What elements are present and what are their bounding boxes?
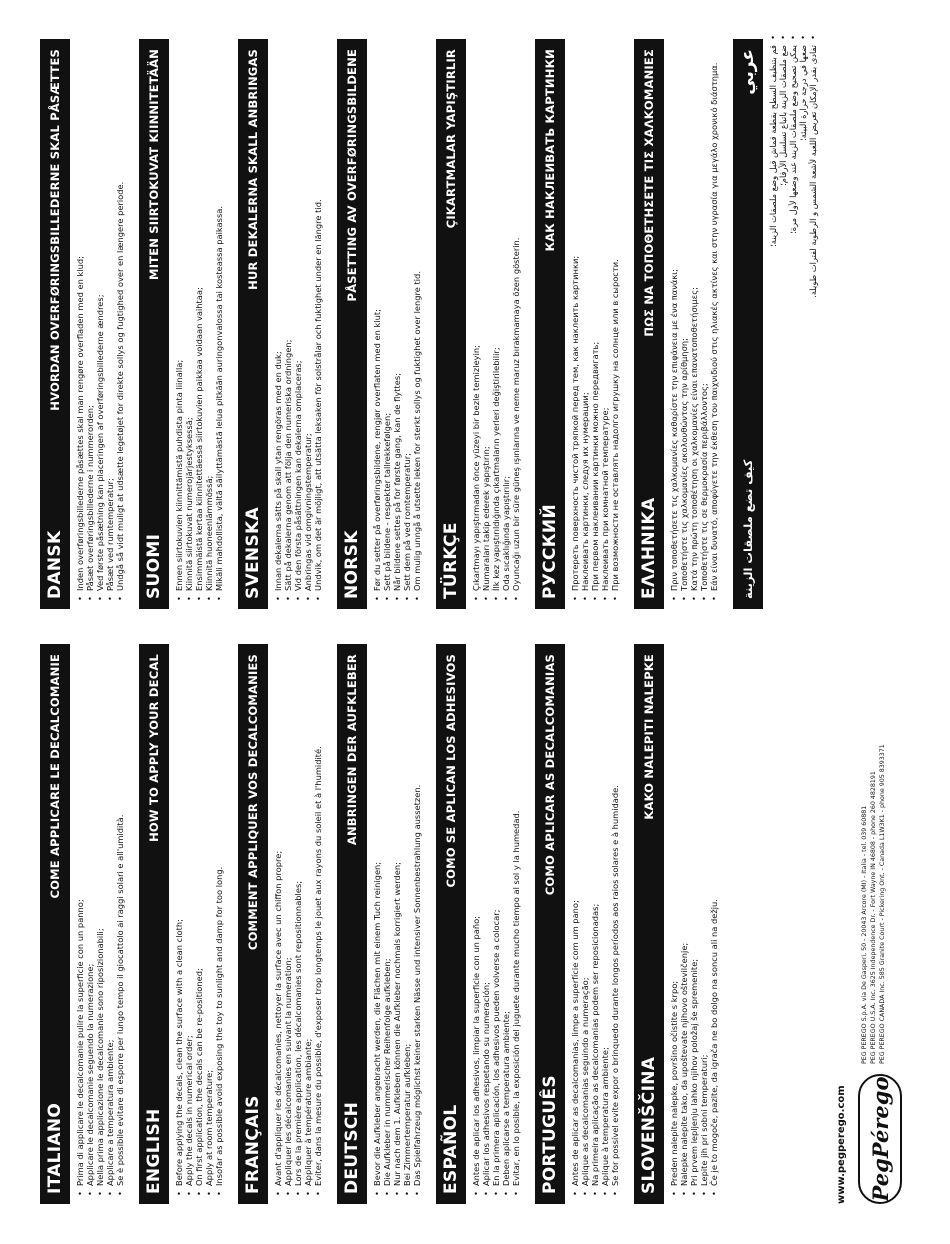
instruction-item: • On first application, the decals can be re-positioned; — [194, 644, 204, 1192]
instruction-item: • Applicare a temperatura ambiente; — [105, 644, 115, 1192]
section-header-bar — [436, 644, 466, 1204]
instruction-list — [570, 644, 620, 1204]
language-section — [733, 39, 818, 609]
language-section — [436, 644, 521, 1204]
instruction-item: • ضع ملصقات الزينة باتباع تسلسل الأرقام؛ — [778, 39, 788, 597]
section-header-bar — [436, 39, 466, 609]
language-name: ITALIANO — [45, 1102, 65, 1194]
instruction-item: • Aplique à temperatura ambiente; — [600, 644, 610, 1192]
instruction-list — [471, 644, 521, 1204]
section-header-bar — [535, 39, 565, 609]
instruction-item: • При первом наклеивании картинки можно передвигать; — [590, 39, 600, 597]
instruction-item: • Lors de la première application, les décalcomanies sont repositionnables; — [293, 644, 303, 1192]
instruction-list — [570, 39, 620, 609]
language-section — [40, 39, 125, 609]
language-section — [436, 39, 521, 609]
instruction-item: • Na primeira aplicação as decalcomanias podem ser reposicionadas; — [590, 644, 600, 1192]
language-name: NORSK — [342, 530, 362, 599]
language-section — [634, 39, 719, 609]
instruction-item: • Insofar as possible avoid exposing the toy to sunlight and damp for too long. — [214, 644, 224, 1192]
instruction-item: • Εάν είναι δυνατό, αποφύγετε την έκθεση του παιχνιδιού στις ηλιακές ακτίνες και στην υγρασία για μεγάλο χρονικό διάστημα. — [709, 39, 719, 597]
section-header-bar — [337, 644, 367, 1204]
company-addresses — [860, 744, 887, 1064]
instruction-item: • Appliquer les décalcomanies en suivant la numeration; — [283, 644, 293, 1192]
instruction-item: • Anbringas vid omgivningstemperatur; — [303, 39, 313, 597]
language-name: SLOVENŠČINA — [639, 1056, 659, 1194]
section-title: HOW TO APPLY YOUR DECAL — [147, 654, 161, 842]
instruction-item: • Påsæt ved rumtemperatur; — [105, 39, 115, 597]
instruction-item: • Inden overføringsbillederne påsættes skal man rengøre overfladen med en klud; — [75, 39, 85, 597]
instruction-list — [372, 39, 422, 609]
instruction-item: • İlk kez yapıştırıldığında çıkartmaların yerleri değiştirilebilir; — [491, 39, 501, 597]
instruction-item: • Τοποθετήστε τις χαλκομανίες ακολουθώντας την αρίθμηση; — [679, 39, 689, 597]
language-section — [40, 644, 125, 1204]
brand-logo: PegPérego — [858, 1074, 902, 1204]
language-name: عربي — [738, 49, 758, 95]
section-title: COMMENT APPLIQUER VOS DECALCOMANIES — [246, 654, 260, 951]
instruction-list — [768, 39, 818, 609]
instruction-item: • При возможности не оставлять надолго игрушку на солнце или в сырости. — [610, 39, 620, 597]
instruction-item: • Das Spielfahrzeug möglichst keiner starken Nässe und intensiver Sonnenbestrahlung aussetzen. — [412, 644, 422, 1192]
instruction-item: • قم بتنظيف السطح بقطعة قماش قبل وضع ملصقات الزينة؛ — [768, 39, 778, 597]
instruction-item: • Aplique as decalcomanias seguindo a numeração; — [580, 644, 590, 1192]
language-name: TÜRKÇE — [441, 522, 461, 599]
instruction-item: • Протереть поверхность чистой тряпкой перед тем, как наклеить картинки; — [570, 39, 580, 597]
section-title: ANBRINGEN DER AUFKLEBER — [345, 654, 359, 846]
instruction-item: • Pri prvem lepljenju lahko njihov položaj še spremenite; — [689, 644, 699, 1192]
instruction-list — [174, 39, 224, 609]
section-header-bar — [634, 39, 664, 609]
instruction-list — [372, 644, 422, 1204]
instruction-item: • Наклеивать при комнатной температуре; — [600, 39, 610, 597]
language-name: PORTUGUÊS — [540, 1075, 560, 1194]
language-name: DEUTSCH — [342, 1101, 362, 1194]
section-header-bar — [40, 39, 70, 609]
instruction-item: • Se è possibile evitare di esporre per lungo tempo il giocattolo ai raggi solari e all'umidità. — [115, 644, 125, 1192]
section-title: COME APPLICARE LE DECALCOMANIE — [48, 654, 62, 899]
instruction-item: • Før du setter på overføringsbildene, rengjør overflaten med en klut; — [372, 39, 382, 597]
section-header-bar — [634, 644, 664, 1204]
language-section — [238, 39, 323, 609]
instruction-list — [174, 644, 224, 1204]
instruction-item: • Apply the decals in numerical order; — [184, 644, 194, 1192]
instruction-item: • Antes de aplicar los adhesivos, limpiar la superficie con un paño; — [471, 644, 481, 1192]
instruction-item: • يمكن تصحيح وضع ملصقات الزينة عند وضعها لأول مرة؛ — [788, 39, 798, 597]
section-header-bar — [535, 644, 565, 1204]
instruction-list — [273, 644, 323, 1204]
section-title: ΠΩΣ ΝΑ ΤΟΠΟΘΕΤΗΣΕΤΕ ΤΙΣ ΧΑΛΚΟΜΑΝΙΕΣ — [642, 49, 656, 337]
instruction-item: • Preden nalepite nalepke, površino očistite s krpo; — [669, 644, 679, 1192]
language-name: ESPAÑOL — [441, 1104, 461, 1194]
section-title: ÇIKARTMALAR YAPIŞTIRLIR — [444, 49, 458, 229]
section-title: MITEN SIIRTOKUVAT KIINNITETÄÄN — [147, 49, 161, 280]
instruction-item: • Oyuncağı uzun bir süre güneş ışınlarına ve neme maruz bırakmamaya özen gösterin. — [511, 39, 521, 597]
instruction-item: • Aplicar los adhesivos respetando su numeración; — [481, 644, 491, 1192]
section-title: HUR DEKALERNA SKALL ANBRINGAS — [246, 49, 260, 290]
instruction-item: • En la primera aplicación, los adhesivos pueden volverse a colocar; — [491, 644, 501, 1192]
instruction-item: • Before applying the decals, clean the surface with a clean cloth; — [174, 644, 184, 1192]
instruction-item: • Kiinnitä huoneenlämmössä; — [204, 39, 214, 597]
language-name: SVENSKA — [243, 507, 263, 599]
section-header-bar — [139, 644, 169, 1204]
language-section — [337, 39, 422, 609]
instruction-item: • Evitar, en lo posible, la exposición del juguete durante mucho tiempo al sol y la humedad. — [511, 644, 521, 1192]
language-section — [139, 39, 224, 609]
instruction-item: • Antes de aplicar as decalcomanias, limpe a superfície com um pano; — [570, 644, 580, 1192]
instruction-item: • Appliquer à température ambiante; — [303, 644, 313, 1192]
instruction-item: • Bevor die Aufkleber angebracht werden, die Flächen mit einem Tuch reinigen; — [372, 644, 382, 1192]
instruction-item: • ضعها في درجة حرارة البيئة؛ — [798, 39, 808, 597]
instruction-item: • Vid den första påsättningen kan dekalerna omplaceras; — [293, 39, 303, 597]
language-section — [337, 644, 422, 1204]
instruction-item: • Πριν τοποθετήσετε τις χαλκομανίες καθαρίστε την επιφάνεια με ένα πανάκι; — [669, 39, 679, 597]
language-section — [535, 644, 620, 1204]
instruction-item: • Die Aufkleber in nummerischer Reihenfolge aufkleben; — [382, 644, 392, 1192]
language-name: DANSK — [45, 530, 65, 599]
instruction-item: • Avant d'appliquer les décalcomanies, nettoyer la surface avec un chiffon propre; — [273, 644, 283, 1192]
instruction-item: • Наклеивать картинки, следуя их нумерации; — [580, 39, 590, 597]
language-name: FRANÇAIS — [243, 1095, 263, 1194]
language-name: РУССКИЙ — [540, 504, 560, 599]
instruction-item: • Deben aplicarse a temperatura ambiente; — [501, 644, 511, 1192]
instruction-item: • Sett dem på ved romtemperatur; — [402, 39, 412, 597]
instruction-item: • Bei Zimmertemperatur aufkleben; — [402, 644, 412, 1192]
instruction-item: • Apply at room temperature; — [204, 644, 214, 1192]
instruction-item: • تفادى بقدر الإمكان تعريض اللعبة لأشعة الشمس و الرطوبة لفترات طويلة. — [808, 39, 818, 597]
instruction-item: • Prima di applicare le decalcomanie pulire la superficie con un panno; — [75, 644, 85, 1192]
section-header-bar — [238, 644, 268, 1204]
instruction-item: • Undgå så vidt muligt at udsætte legetøjet for direkte sollys og fugtighed over en længere periode. — [115, 39, 125, 597]
instruction-item: • Nur nach dem 1. Aufkleben können die Aufkleber nochmals korrigiert werden; — [392, 644, 402, 1192]
instruction-item: • Når bildene settes på for første gang, kan de flyttes; — [392, 39, 402, 597]
section-header-bar — [733, 39, 763, 609]
instruction-item: • Undvik, om det är möjligt, att utsätta leksaken för solstrålar och fuktighet under en längre tid. — [313, 39, 323, 597]
address-italy: PEG PEREGO S.p.A. via De Gasperi, 50 - 20043 Arcore (MI) - Italia - tel. 039 60881 — [861, 805, 868, 1064]
language-section — [535, 39, 620, 609]
instruction-item: • Påsæt overføringsbillederne i nummerorden; — [85, 39, 95, 597]
right-column — [40, 39, 832, 609]
address-canada: PEG PEREGO CANADA Inc. 585 Granite Court - Pickering Ont. - Canada L1W3K1 - phone 905 8393371 — [879, 744, 886, 1064]
instruction-list — [75, 644, 125, 1204]
instruction-item: • Lepite jih pri sobni temperaturi; — [699, 644, 709, 1192]
instruction-item: • Kiinnitä siirtokuvat numerojärjestyksessä; — [184, 39, 194, 597]
instruction-item: • Se for possível evite expor o brinquedo durante longos períodos aos raios solares e à humidade. — [610, 644, 620, 1192]
instruction-list — [75, 39, 125, 609]
instruction-item: • Če je to mogoče, pazite, da igrača ne bo dolgo na soncu ali na dežju. — [709, 644, 719, 1192]
section-header-bar — [40, 644, 70, 1204]
section-title: كيف تضع ملصقات الزينة — [741, 459, 755, 599]
instruction-item: • Numaraları takip ederek yapıştırın; — [481, 39, 491, 597]
language-name: SUOMI — [144, 533, 164, 599]
section-title: PÅSETTING AV OVERFØRINGSBILDENE — [345, 49, 359, 302]
instruction-item: • Κατά την πρώτη τοποθέτηση οι χαλκομανίες είναι επανατοποθετήσιμες; — [689, 39, 699, 597]
instruction-item: • Om mulig unngå å utsette leken for sterkt sollys og fuktighet over lengre tid. — [412, 39, 422, 597]
instruction-item: • Applicare le decalcomanie seguendo la numerazione; — [85, 644, 95, 1192]
section-header-bar — [337, 39, 367, 609]
language-section — [238, 644, 323, 1204]
instruction-item: • Sett på bildene - respekter tallrekkefølgen; — [382, 39, 392, 597]
instruction-item: • Sätt på dekalerna genom att följa den numeriska ordningen; — [283, 39, 293, 597]
instruction-item: • Nella prima applicazione le decalcomanie sono riposizionabili; — [95, 644, 105, 1192]
section-title: HVORDAN OVERFØRINGSBILLEDERNE SKAL PÅSÆTTES — [48, 49, 62, 411]
instruction-list — [273, 39, 323, 609]
section-header-bar — [238, 39, 268, 609]
instruction-item: • Ennen siirtokuvien kiinnittämistä puhdista pinta liinalla; — [174, 39, 184, 597]
language-name: ENGLISH — [144, 1108, 164, 1194]
instruction-item: • Nalepke nalepite tako, da upoštevate njihovo oštevilčenje; — [679, 644, 689, 1192]
section-title: КАК НАКЛЕИВАТЬ КАРТИНКИ — [543, 49, 557, 252]
section-title: KAKO NALEPITI NALEPKE — [642, 654, 656, 820]
instruction-item: • Τοποθετήστε τις σε θερμοκρασία περιβάλλοντος; — [699, 39, 709, 597]
section-title: COMO SE APLICAN LOS ADHESIVOS — [444, 654, 458, 888]
instruction-item: • Mikäli mahdollista, vältä säilyttämästä lelua pitkään auringonvalossa tai kosteassa paikassa. — [214, 39, 224, 597]
section-header-bar — [139, 39, 169, 609]
instruction-item: • Ved første påsætning kan placeringen af overføringsbillederne ændres; — [95, 39, 105, 597]
instruction-list — [471, 39, 521, 609]
instruction-item: • Çıkartmayı yapıştırmadan önce yüzeyi bir bezle temizleyin; — [471, 39, 481, 597]
instruction-item: • Oda sıcaklığında yapıştırılır; — [501, 39, 511, 597]
footer — [830, 644, 920, 1204]
language-section — [634, 644, 719, 1204]
website-url[interactable]: www.pegperego.com — [836, 1085, 847, 1204]
left-column — [40, 644, 733, 1204]
address-usa: PEG PEREGO U.S.A. Inc. 3625 Independence Dr. - Fort Wayne IN 46808 - phone 260 4828191 — [870, 771, 877, 1064]
instruction-item: • Eviter, dans la mesure du possible, d'exposer trop longtemps le jouet aux rayons du soleil et à l'humidité. — [313, 644, 323, 1192]
instruction-list — [669, 644, 719, 1204]
instruction-item: • Innan dekalerna sätts på skall ytan rengöras med en duk; — [273, 39, 283, 597]
language-section — [139, 644, 224, 1204]
language-name: ΕΛΛΗΝΙΚΑ — [639, 497, 659, 599]
instruction-item: • Ensimmäistä kertaa kiinnitettäessä siirtokuvien paikkaa voidaan vaihtaa; — [194, 39, 204, 597]
section-title: COMO APLICAR AS DECALCOMANIAS — [543, 654, 557, 896]
instruction-list — [669, 39, 719, 609]
